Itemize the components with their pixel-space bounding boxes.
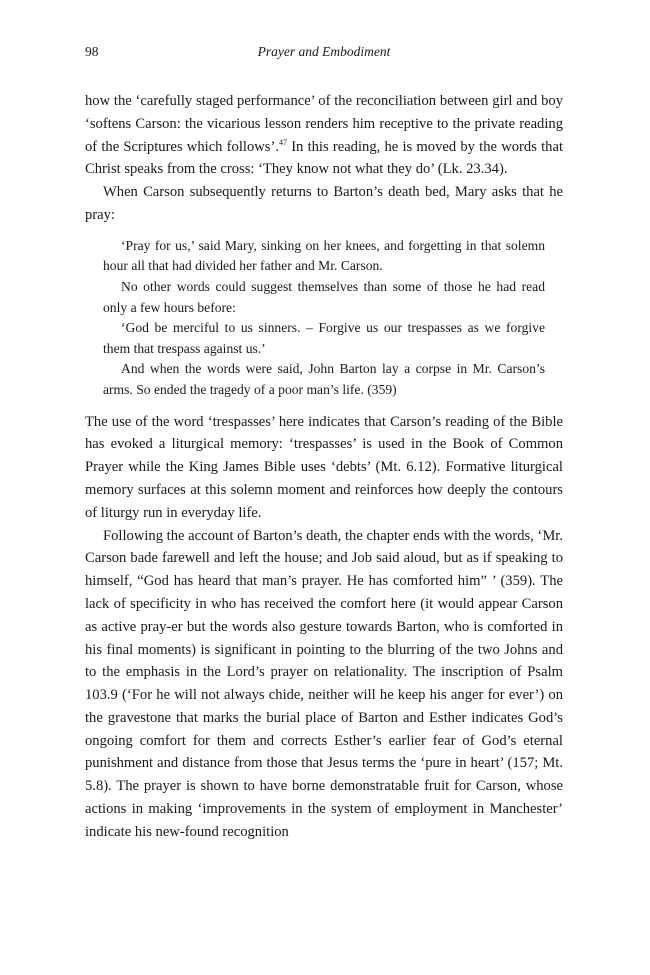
quote-paragraph: And when the words were said, John Barton lay a corpse in Mr. Carson’s arms. So ended the tragedy of a poor man’s life. (359) [103, 361, 545, 397]
book-page [85, 44, 563, 844]
quote-paragraph: ‘Pray for us,’ said Mary, sinking on her knees, and forgetting in that solemn hour all that had divided her father and Mr. Carson. [103, 237, 545, 274]
paragraph-text: how the ‘carefully staged performance’ of the reconciliation between girl and boy ‘softens Carson: the vicarious lesson renders him receptive to the private reading of the Scriptures which follows’. [85, 93, 563, 155]
footnote-marker: 47 [278, 137, 287, 147]
paragraph: The use of the word ‘trespasses’ here indicates that Carson’s reading of the Bible has evoked a liturgical memory: ‘trespasses’ is used in the Book of Common Prayer while the King James Bible uses ‘debts’ (Mt. 6.12). Formative liturgical memory surfaces at this solemn moment and reinforces how deeply the contours of liturgy run in everyday life. [85, 413, 563, 521]
quote-paragraph: No other words could suggest themselves than some of those he had read only a few hours before: [103, 278, 545, 315]
quote-paragraph: ‘God be merciful to us sinners. – Forgive us our trespasses as we forgive them that trespass against us.’ [103, 320, 545, 356]
block-quote [103, 236, 545, 401]
page-number: 98 [85, 44, 99, 59]
running-head [85, 44, 563, 66]
running-title: Prayer and Embodiment [257, 44, 391, 59]
paragraph: When Carson subsequently returns to Barton’s death bed, Mary asks that he pray: [85, 184, 563, 223]
body-text [85, 90, 563, 844]
paragraph [85, 90, 563, 181]
paragraph: Following the account of Barton’s death, the chapter ends with the words, ‘Mr. Carson bade farewell and left the house; and Job said aloud, but as if speaking to himself, “God has heard that man’s prayer. He has comforted him” ’ (359). The lack of specificity in who has received the comfort here (it would appear Carson as active pray-er but the words also gesture towards Barton, who is comforted in his final moments) is significant in pointing to the blurring of the two Johns and to the emphasis in the Lord’s prayer on relationality. The inscription of Psalm 103.9 (‘For he will not always chide, neither will he keep his anger for ever’) on the gravestone that marks the burial place of Barton and Esther indicates God’s ongoing comfort for them and corrects Esther’s earlier fear of God’s eternal punishment and distance from those that Jesus terms the ‘pure in heart’ (157; Mt. 5.8). The prayer is shown to have borne demonstratable fruit for Carson, whose actions in making ‘improvements in the system of employment in Manchester’ indicate his new-found recognition [85, 527, 564, 840]
paragraph-text: In this reading, he is moved by the words that Christ speaks from the cross: ‘They know not what they do’ (Lk. 23.34). [85, 138, 563, 178]
